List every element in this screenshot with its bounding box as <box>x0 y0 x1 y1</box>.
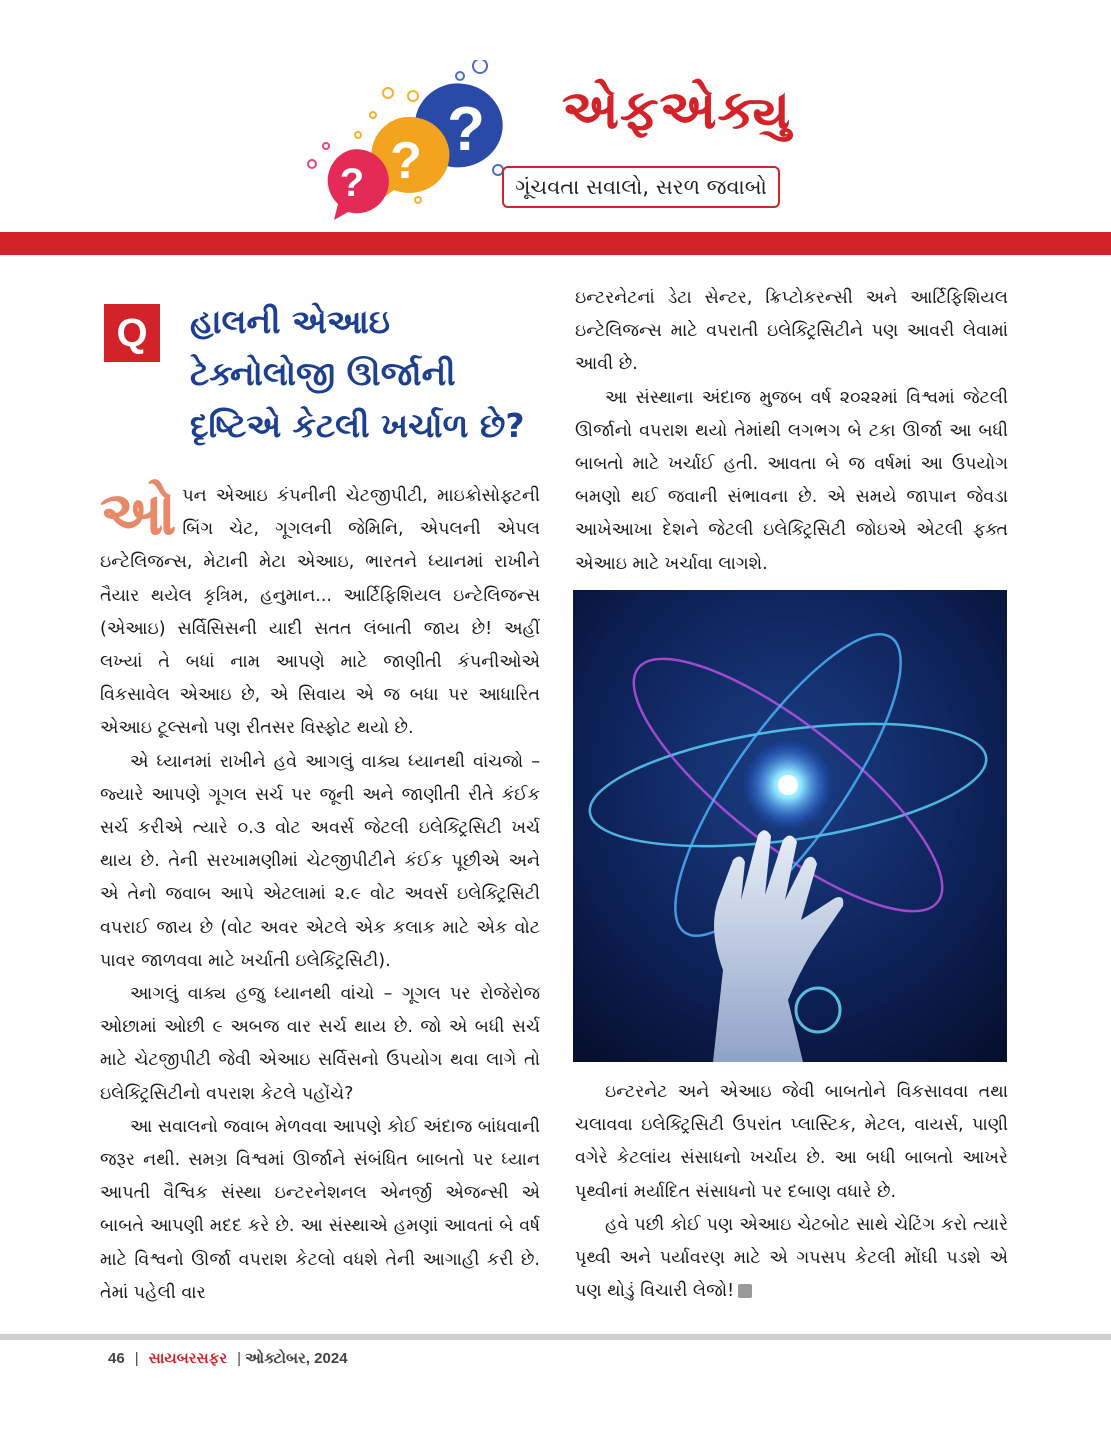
issue-date: ઓક્ટોબર, 2024 <box>245 1350 348 1367</box>
question-title-line: હાલની એઆઇ <box>190 302 391 341</box>
question-bubbles-icon <box>300 60 520 220</box>
magazine-name: સાયબરસફર <box>148 1350 228 1367</box>
question-title-line: ટેક્નોલોજી ઊર્જાની <box>190 354 456 393</box>
question-title-line: દૃષ્ટિએ કેટલી ખર્ચાળ છે? <box>190 406 525 445</box>
article-paragraph: આગલું વાક્ય હજુ ધ્યાનથી વાંચો – ગૂગલ પર રોજેરોજ ઓછામાં ઓછી ૯ અબજ વાર સર્ચ થાય છે. જો એ બધી સર્ચ માટે ચેટજીપીટી જેવી એઆઇ સર્વિસનો ઉપયોગ થવા લાગે તો ઇલેક્ટ્રિસિટીનો વપરાશ કેટલે પહોંચે? <box>100 984 540 1104</box>
page-number: 46 <box>108 1350 125 1367</box>
section-title: એફએક્યુ <box>562 78 792 141</box>
svg-text:?: ? <box>390 132 422 190</box>
page-footer: 46 | સાયબરસફર | ઓક્ટોબર, 2024 <box>108 1350 348 1367</box>
question-title <box>190 296 550 452</box>
section-tagline: ગૂંચવતા સવાલો, સરળ જવાબો <box>502 166 780 208</box>
article-right-column-top <box>575 282 1008 581</box>
question-badge: Q <box>104 304 160 362</box>
article-paragraph: આ સંસ્થાના અંદાજ મુજબ વર્ષ ૨૦૨૨માં વિશ્વમાં જેટલી ઊર્જાનો વપરાશ થયો તેમાંથી લગભગ બે ટકા ઊર્જા આ બધી બાબતો માટે ખર્ચાઈ હતી. આવતા બે જ વર્ષમાં આ ઉપયોગ બમણો થઈ જવાની સંભાવના છે. એ સમયે જાપાન જેવડા આખેઆખા દેશને જેટલી ઇલેક્ટ્રિસિટી જોઇએ એટલી ફક્ત એઆઇ માટે ખર્ચાવા લાગશે. <box>575 387 1008 574</box>
end-of-article-icon <box>738 1284 752 1298</box>
footer-divider <box>0 1334 1111 1340</box>
header-divider-bar <box>0 232 1111 255</box>
svg-text:?: ? <box>339 161 365 205</box>
article-paragraph: આ સવાલનો જવાબ મેળવવા આપણે કોઈ અંદાજ બાંધવાની જરૂર નથી. સમગ્ર વિશ્વમાં ઊર્જાને સંબંધિત બાબતો પર ધ્યાન આપતી વૈશ્વિક સંસ્થા ઇન્ટરનેશનલ એનર્જી એજન્સી એ બાબતે આપણી મદદ કરે છે. આ સંસ્થાએ હમણાં આવતાં બે વર્ષ માટે વિશ્વનો ઊર્જા વપરાશ કેટલો વધશે તેની આગાહી કરી છે. તેમાં પહેલી વાર <box>100 1116 540 1303</box>
article-left-column <box>100 480 540 1310</box>
article-paragraph: એ ધ્યાનમાં રાખીને હવે આગલું વાક્ય ધ્યાનથી વાંચજો – જ્યારે આપણે ગૂગલ સર્ચ પર જૂની અને જાણીતી રીતે કંઈક સર્ચ કરીએ ત્યારે ૦.૩ વોટ અવર્સ જેટલી ઇલેક્ટ્રિસિટી ખર્ચ થાય છે. તેની સરખામણીમાં ચેટજીપીટીને કંઈક પૂછીએ અને એ તેનો જવાબ આપે એટલામાં ૨.૯ વોટ અવર્સ ઇલેક્ટ્રિસિટી વપરાઈ જાય છે (વોટ અવર એટલે એક કલાક માટે એક વોટ પાવર જાળવવા માટે ખર્ચાતી ઇલેક્ટ્રિસિટી). <box>100 751 540 971</box>
article-paragraph: ઇન્ટરનેટનાં ડેટા સેન્ટર, ક્રિપ્ટોકરન્સી અને આર્ટિફિશિયલ ઇન્ટેલિજન્સ માટે વપરાતી ઇલેક્ટ્રિસિટીને પણ આવરી લેવામાં આવી છે. <box>575 288 1008 375</box>
article-paragraph: ઓપન એઆઇ કંપનીની ચેટજીપીટી, માઇક્રોસોફ્ટની બિંગ ચેટ, ગૂગલની જેમિનિ, એપલની એપલ ઇન્ટેલિજન્સ, મેટાની મેટા એઆઇ, ભારતને ધ્યાનમાં રાખીને તૈયાર થયેલ કૃત્રિમ, હનુમાન... આર્ટિફિશિયલ ઇન્ટેલિજન્સ (એઆઇ) સર્વિસિસની યાદી સતત લંબાતી જાય છે! અહીં લખ્યાં તે બધાં નામ આપણે માટે જાણીતી કંપનીઓએ વિકસાવેલ એઆઇ છે, એ સિવાય એ જ બધા પર આધારિત એઆઇ ટૂલ્સનો પણ રીતસર વિસ્ફોટ થયો છે. <box>100 479 540 739</box>
drop-cap: ઓ <box>100 479 177 549</box>
ai-robot-hand-atom-image <box>573 590 1007 1062</box>
article-paragraph: હવે પછી કોઈ પણ એઆઇ ચેટબોટ સાથે ચેટિંગ કરો ત્યારે પૃથ્વી અને પર્યાવરણ માટે એ ગપસપ કેટલી મોંઘી પડશે એ પણ થોડું વિચારી લેજો! <box>575 1214 1008 1302</box>
svg-text:?: ? <box>447 95 485 164</box>
article-right-column-bottom <box>575 1076 1008 1308</box>
article-paragraph: ઇન્ટરનેટ અને એઆઇ જેવી બાબતોને વિકસાવવા તથા ચલાવવા ઇલેક્ટ્રિસિટી ઉપરાંત પ્લાસ્ટિક, મેટલ, વાયર્સ, પાણી વગેરે કેટલાંય સંસાધનો ખર્ચાય છે. આ બધી બાબતો આખરે પૃથ્વીનાં મર્યાદિત સંસાધનો પર દબાણ વધારે છે. <box>575 1082 1008 1202</box>
